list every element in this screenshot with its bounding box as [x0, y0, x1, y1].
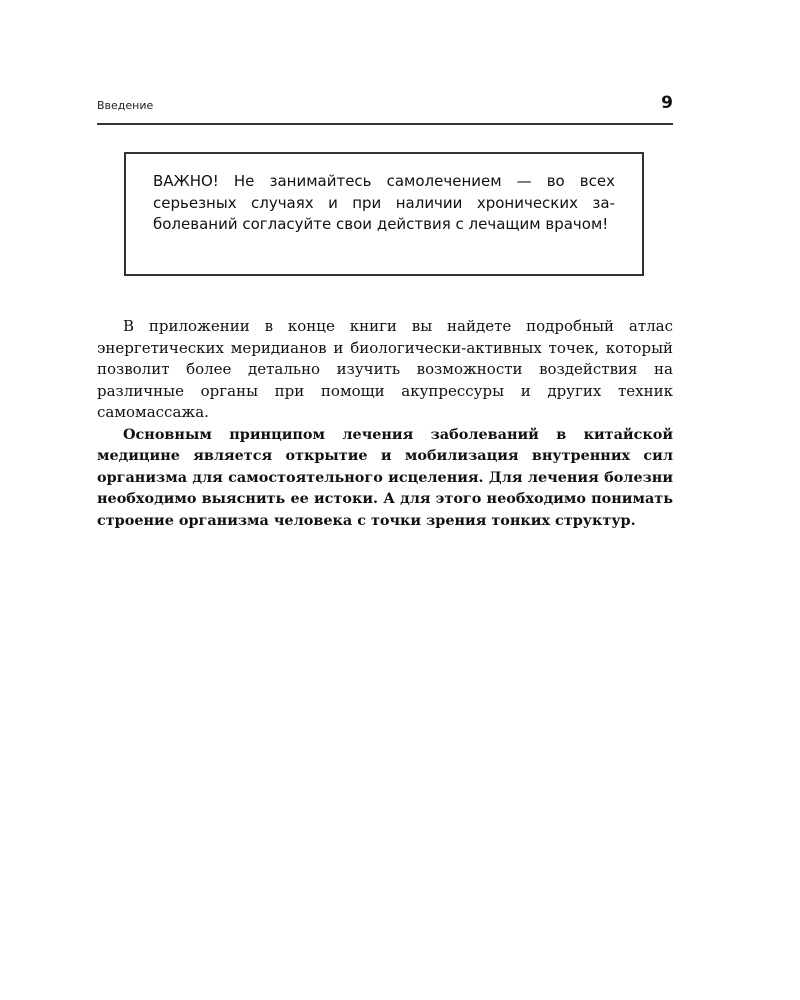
running-header [97, 93, 673, 125]
warning-text: ВАЖНО! Не занимайтесь самолечением — во всех серьезных случаях и при наличии хронических заболеваний согласуйте свои действия с лечащим врачом! [153, 172, 615, 233]
body-text [97, 316, 673, 531]
book-page [97, 0, 673, 1000]
warning-box [124, 152, 644, 276]
page-number: 9 [661, 93, 673, 113]
paragraph-appendix-atlas: В приложении в конце книги вы найдете подробный атлас энергетических меридианов и биологически-активных точек, который позволит более детально изучить возможности воздействия на различные органы при помощи акупрессуры и других техник самомассажа. [97, 317, 673, 421]
paragraph-main-principle: Основным принципом лечения заболеваний в китайской медицине является открытие и мобилизация внутренних сил организма для самостоятельного исцеления. Для лечения болезни необходимо выяснить ее истоки. А для этого необходимо понимать строение организма человека с точки зрения тонких структур. [97, 425, 673, 529]
section-title: Введение [97, 99, 154, 112]
